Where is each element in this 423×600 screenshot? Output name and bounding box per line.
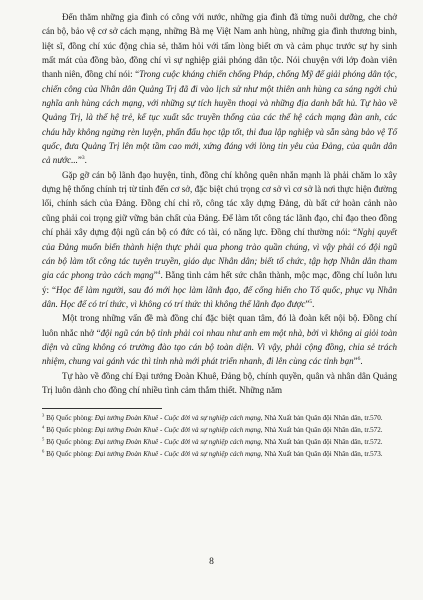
footnote-mark: 3	[42, 412, 45, 418]
quote-text: Trong cuộc kháng chiến chống Pháp, chống Mỹ để giải phóng dân tộc, chiến công của Nhân dân Quảng Trị đã đi vào lịch sử như một thiên anh hùng ca sáng ngời chủ nghĩa anh hùng cách mạng, với những sự tích huyền thoại và những địa danh bất hủ. Tự hào về Quảng Trị, là thế hệ trẻ, kế tục xuất sắc truyền thống của các thế hệ cách mạng đàn anh, các cháu hãy không ngừng rèn luyện, phấn đấu học tập tốt, thi đua lập nghiệp và sẵn sàng bảo vệ Tổ quốc, đưa Quảng Trị lên một tầm cao mới, xứng đáng với lòng tin yêu của Đảng, của quân dân cả nước...	[42, 69, 397, 166]
footnote-book-title: Đại tướng Đoàn Khuê - Cuộc đời và sự nghiệp cách mạng	[94, 450, 261, 458]
footnote	[42, 449, 397, 460]
text-run: ”	[153, 270, 158, 281]
text-run: ”	[77, 155, 82, 166]
text-run: Một trong những vấn đề mà đồng chí đặc biệt quan tâm, đó là đoàn kết nội bộ. Đồng chí luôn nhắc nhở “	[42, 313, 397, 338]
paragraph	[42, 168, 397, 311]
text-run: .	[312, 298, 315, 309]
footnote-ref: 4	[157, 270, 161, 277]
text-run: ”	[305, 298, 310, 309]
page-number: 8	[209, 557, 214, 567]
text-run: .	[84, 155, 87, 166]
footnote-book-title: Đại tướng Đoàn Khuê - Cuộc đời và sự nghiệp cách mạng	[94, 426, 261, 435]
footnote-book-title: Đại tướng Đoàn Khuê - Cuộc đời và sự nghiệp cách mạng	[94, 438, 261, 447]
text-run: Đến thăm những gia đình có công với nước, những gia đình đã từng nuôi dưỡng, che chở cán bộ, bảo vệ cơ sở cách mạng, những Bà mẹ Việt Nam anh hùng, những gia đình thương binh, liệt sĩ, đồng chí xúc động chia sẻ, thăm hỏi với tấm lòng biết ơn và cảm phục trước sự hy sinh mất mát của đồng bào, đồng chí vì sự nghiệp giải phóng dân tộc. Nói chuyện với lớp đoàn viên thanh niên, đồng chí nói: “	[42, 12, 397, 80]
footnote-text: , Nhà Xuất bản Quân đội Nhân dân, tr.572.	[260, 426, 383, 435]
footnote-text: Bộ Quốc phòng:	[44, 438, 95, 447]
footnote-text: , Nhà Xuất bản Quân đội Nhân dân, tr.573.	[260, 450, 383, 458]
footnote-text: Bộ Quốc phòng:	[44, 426, 95, 435]
footnote	[42, 437, 397, 448]
footnote-book-title: Đại tướng Đoàn Khuê - Cuộc đời và sự nghiệp cách mạng	[94, 414, 261, 423]
footnote-ref: 6	[357, 356, 361, 363]
text-run: . Bằng tình cảm hết sức chân thành, mộc mạc, đồng chí luôn lưu ý: “	[42, 270, 397, 295]
paragraph	[42, 311, 397, 368]
footnote-ref: 3	[81, 155, 85, 162]
quote-text: Nghị quyết của Đảng muốn biến thành hiện thực phải qua phong trào quần chúng, vì vậy phải có đội ngũ cán bộ làm tốt công tác tuyên truyền, giáo dục Nhân dân; biết tổ chức, tập hợp Nhân dân tham gia các phong trào cách mạng	[42, 227, 397, 281]
text-run: Tự hào về đồng chí Đại tướng Đoàn Khuê, Đảng bộ, chính quyền, quân và nhân dân Quảng Trị luôn dành cho đồng chí nhiều tình cảm thắm thiết. Những năm	[42, 370, 397, 395]
quote-text: Học để làm người, sau đó mới học làm lãnh đạo, để cống hiến cho Tổ quốc, phục vụ Nhân dân. Học để có trí thức, vì không có trí thức thì không thể lãnh đạo được	[42, 284, 397, 309]
quote-text: đội ngũ cán bộ tỉnh phải coi nhau như anh em một nhà, bởi vì không ai giỏi toàn diện và cũng không có trường đào tạo cán bộ toàn diện. Vì vậy, phải cộng đồng, chia sẻ trách nhiệm, chung vai gánh vác thì tỉnh nhà mới phát triển nhanh, đi lên cùng các tỉnh bạn	[42, 327, 397, 367]
footnote-mark: 6	[42, 448, 45, 454]
footnote	[42, 413, 397, 424]
footnote-text: , Nhà Xuất bản Quân đội Nhân dân, tr.572.	[260, 438, 383, 447]
footnote-text: Bộ Quốc phòng:	[44, 450, 95, 458]
footnote-text: Bộ Quốc phòng:	[44, 414, 95, 423]
footnote-text: , Nhà Xuất bản Quân đội Nhân dân, tr.570.	[260, 414, 383, 423]
footnote	[42, 425, 397, 436]
text-run: .	[360, 356, 363, 367]
paragraph	[42, 369, 397, 398]
paragraph	[42, 10, 397, 168]
footnote-ref: 5	[309, 298, 313, 305]
text-run: Gặp gỡ cán bộ lãnh đạo huyện, tỉnh, đồng chí không quên nhắn mạnh là phải chăm lo xây dựng hệ thống chính trị từ tỉnh đến cơ sở, đặc biệt chú trọng cơ sở vì cơ sở là nơi thực hiện đường lối, chính sách của Đảng. Đồng chí chỉ rõ, công tác xây dựng Đảng, dù bất cứ hoàn cảnh nào cũng phải coi trọng giữ vững bản chất của Đảng. Để làm tốt công tác lãnh đạo, chỉ đạo theo đồng chí phải xây dựng đội ngũ cán bộ có đức có tài, có năng lực. Đồng chí thường nói: “	[42, 169, 397, 238]
footnote-mark: 4	[42, 424, 45, 430]
footnote-mark: 5	[42, 436, 45, 442]
footnotes	[42, 413, 397, 460]
footnote-separator	[42, 408, 162, 409]
body-text	[42, 10, 397, 397]
text-run: ”	[353, 356, 358, 367]
